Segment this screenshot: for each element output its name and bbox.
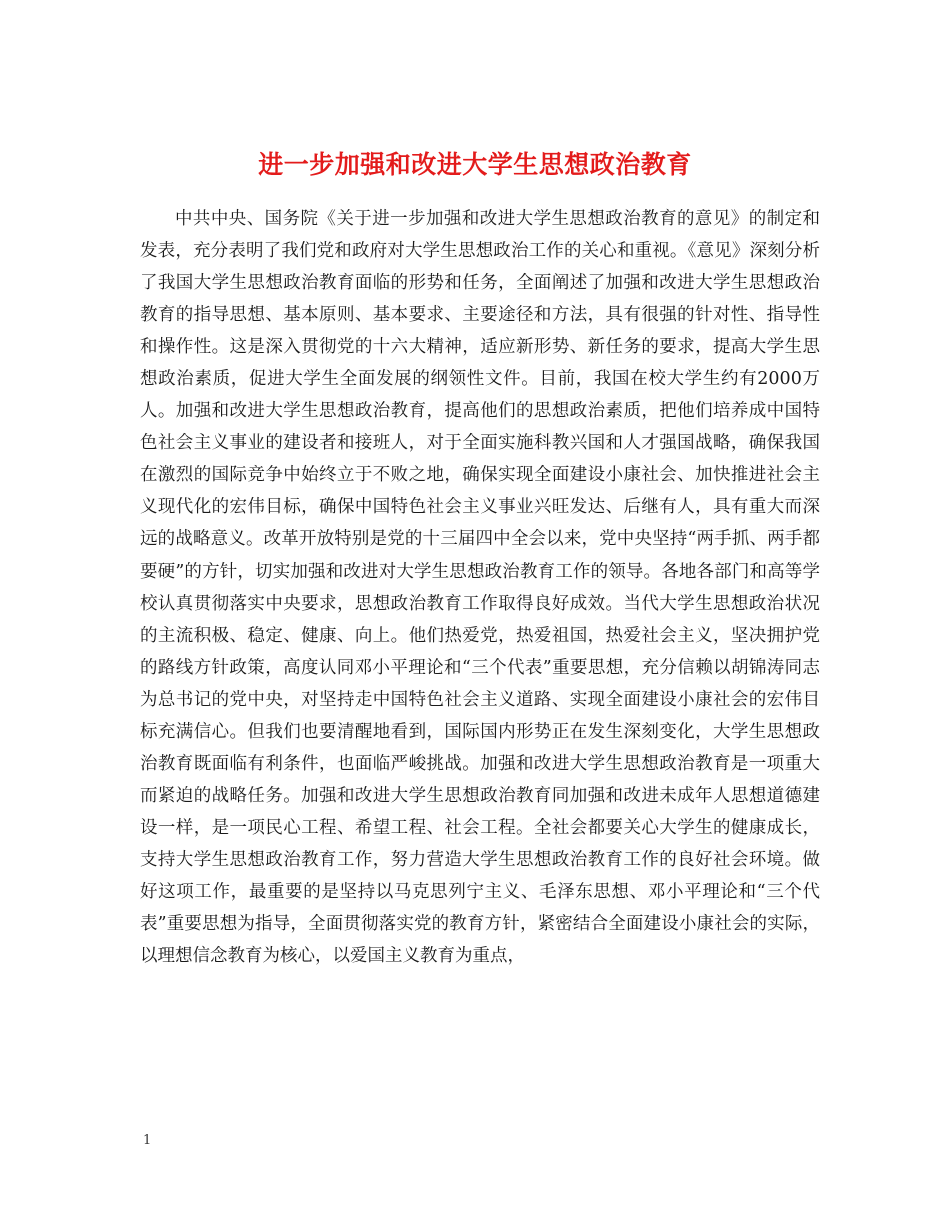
page-number: 1 [143,1133,152,1148]
document-title: 进一步加强和改进大学生思想政治教育 [258,149,692,179]
body-paragraph: 中共中央、国务院《关于进一步加强和改进大学生思想政治教育的意见》的制定和发表，充分表明了我们党和政府对大学生思想政治工作的关心和重视。《意见》深刻分析了我国大学生思想政治教育面临的形势和任务，全面阐述了加强和改进大学生思想政治教育的指导思想、基本原则、基本要求、主要途径和方法，具有很强的针对性、指导性和操作性。这是深入贯彻党的十六大精神，适应新形势、新任务的要求，提高大学生思想政治素质，促进大学生全面发展的纲领性文件。目前，我国在校大学生约有2000万人。加强和改进大学生思想政治教育，提高他们的思想政治素质，把他们培养成中国特色社会主义事业的建设者和接班人，对于全面实施科教兴国和人才强国战略，确保我国在激烈的国际竞争中始终立于不败之地，确保实现全面建设小康社会、加快推进社会主义现代化的宏伟目标，确保中国特色社会主义事业兴旺发达、后继有人，具有重大而深远的战略意义。改革开放特别是党的十三届四中全会以来，党中央坚持“两手抓、两手都要硬”的方针，切实加强和改进对大学生思想政治教育工作的领导。各地各部门和高等学校认真贯彻落实中央要求，思想政治教育工作取得良好成效。当代大学生思想政治状况的主流积极、稳定、健康、向上。他们热爱党，热爱祖国，热爱社会主义，坚决拥护党的路线方针政策，高度认同邓小平理论和“三个代表”重要思想，充分信赖以胡锦涛同志为总书记的党中央，对坚持走中国特色社会主义道路、实现全面建设小康社会的宏伟目标充满信心。但我们也要清醒地看到，国际国内形势正在发生深刻变化，大学生思想政治教育既面临有利条件，也面临严峻挑战。加强和改进大学生思想政治教育是一项重大而紧迫的战略任务。加强和改进大学生思想政治教育同加强和改进未成年人思想道德建设一样，是一项民心工程、希望工程、社会工程。全社会都要关心大学生的健康成长，支持大学生思想政治教育工作，努力营造大学生思想政治教育工作的良好社会环境。做好这项工作，最重要的是坚持以马克思列宁主义、毛泽东思想、邓小平理论和“三个代表”重要思想为指导，全面贯彻落实党的教育方针，紧密结合全面建设小康社会的实际，以理想信念教育为核心，以爱国主义教育为重点， [140,209,820,967]
